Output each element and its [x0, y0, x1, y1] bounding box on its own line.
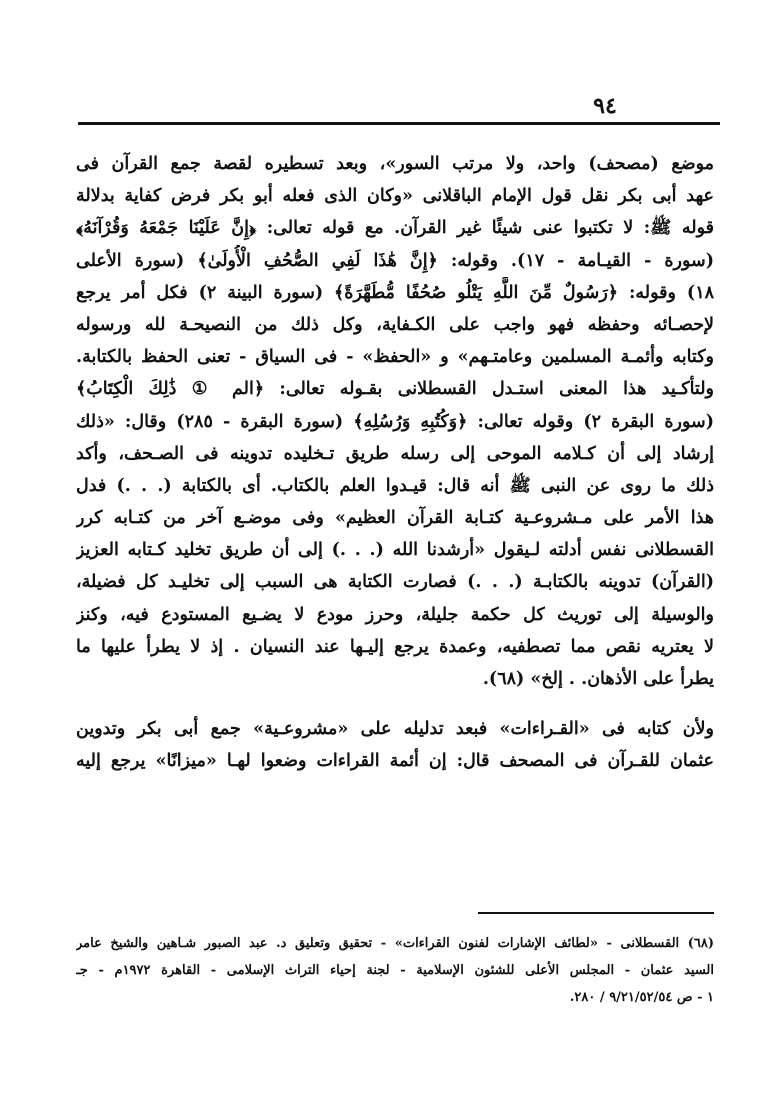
text-line: عهد أبى بكر نقل قول الإمام الباقلانى «وكان الذى فعله أبو بكر فرض كفاية بدلالة [76, 186, 714, 207]
text-line: (القرآن) تدوينه بالكتابـة (. . .) فصارت الكتابة هى السبب إلى تخليـد كل فضيلة، [76, 572, 714, 593]
text-line: (سورة البقرة ٢) وقوله تعالى: ﴿وَكُتُبِهِ وَرُسُلِهِ﴾ (سورة البقرة - ٢٨٥) وقال: «ذلك [76, 411, 714, 432]
text-line: ١٨) وقوله: ﴿رَسُولٌ مِّنَ اللَّهِ يَتْلُو صُحُفًا مُّطَهَّرَةً﴾ (سورة البينة ٢) فكل أمر يرجع [76, 282, 714, 303]
footnote-rule [478, 912, 714, 914]
text-line: هذا الأمر على مـشروعـية كتـابة القرآن العظيم» وفى موضـع آخر من كتـابه كرر [76, 508, 714, 529]
text-line: ولتأكـيد هذا المعنى استـدل القسطلانى بقـوله تعالى: ﴿الم ① ذَٰلِكَ الْكِتَابُ﴾ [76, 379, 714, 400]
text-line: موضع (مصحف) واحد، ولا مرتب السور»، وبعد تسطيره لقصة جمع القرآن فى [76, 154, 714, 174]
text-line: قوله ﷺ: لا تكتبوا عنى شيئًا غير القرآن. مع قوله تعالى: ﴿إِنَّ عَلَيْنَا جَمْعَهُ وَقُرْآنَهُ﴾ [76, 218, 714, 239]
text-line: إرشاد إلى أن كـلامه الموحى إلى رسله طريق تـخليده تدوينه فى الصـحف، وأكد [76, 443, 714, 464]
text-line: وكتابه وأئمـة المسلمين وعامتـهم» و «الحفظ» - فى السياق - تعنى الحفظ بالكتابة. [76, 347, 714, 368]
text-line: القسطلانى نفس أدلته لـيقول «أرشدنا الله (. . .) إلى أن طريق تخليد كـتابه العزيز [76, 540, 714, 561]
paragraph-gap [76, 695, 714, 713]
header-rule [78, 122, 720, 125]
text-line: عثمان للقـرآن فى المصحف قال: إن أئمة القراءات وضعوا لهـا «ميزانًا» يرجع إليه [76, 751, 714, 772]
footnotes [76, 930, 714, 1011]
page-number: ٩٤ [593, 93, 617, 119]
footnote-line: السيد عثمان - المجلس الأعلى للشئون الإسلامية - لجنة إحياء التراث الإسلامى - القاهرة ١٩٧٢م - جـ [76, 963, 714, 978]
text-line: لإحصـائه وحفظه فهو واجب على الكـفاية، وكل ذلك من النصيحـة لله ورسوله [76, 314, 714, 335]
text-line: (سورة - القيـامة - ١٧). وقوله: ﴿إِنَّ هَٰذَا لَفِي الصُّحُفِ الْأُولَىٰ﴾ (سورة الأعلى [76, 250, 714, 271]
footnote-line: ١ - ص ٩/٢١/٥٢/٥٤ / ٢٨٠. [569, 990, 714, 1005]
text-line: يطرأ على الأذهان. . إلخ» (٦٨). [482, 669, 714, 689]
footnote-line: (٦٨) القسطلانى - «لطائف الإشارات لفنون القراءات» - تحقيق وتعليق د. عبد الصبور شـاهين والشيخ عامر [76, 936, 714, 951]
text-line: والوسيلة إلى توريث كل حكمة جليلة، وحرز مودع لا يضـيع المستودع فيه، وكنز [76, 604, 714, 625]
text-line: لا يعتريه نقص مما تصطفيه، وعمدة يرجع إليـها عند النسيان . إذ لا يطرأ عليها ما [76, 636, 714, 657]
main-text [76, 148, 714, 778]
text-line: ذلك ما روى عن النبى ﷺ أنه قال: قيـدوا العلم بالكتاب. أى بالكتابة (. . .) فدل [76, 475, 714, 496]
text-line: ولأن كتابه فى «القـراءات» فبعد تدليله على «مشروعـية» جمع أبى بكر وتدوين [76, 719, 714, 740]
